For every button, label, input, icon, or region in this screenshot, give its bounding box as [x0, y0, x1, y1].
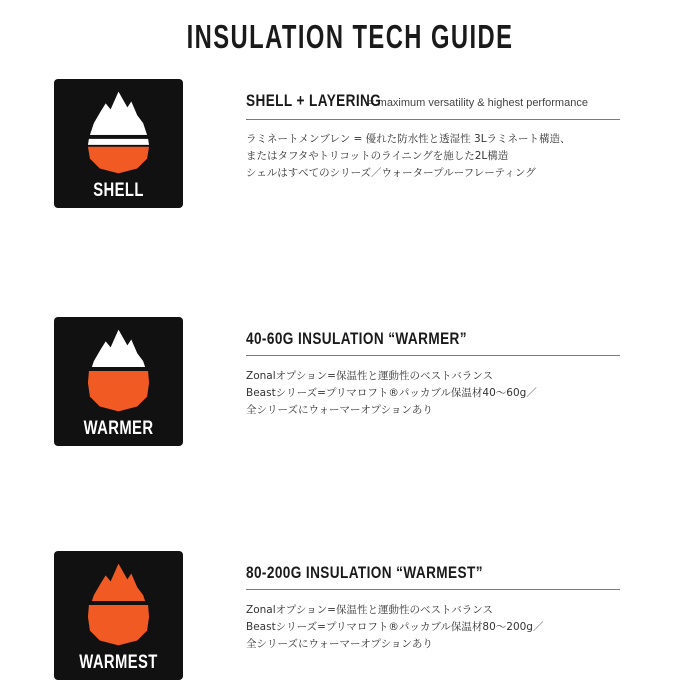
- warmer-divider: [246, 355, 620, 356]
- warmest-flame-icon: [84, 561, 153, 647]
- warmest-heading-title: 80-200G INSULATION “WARMEST”: [246, 563, 483, 582]
- warmest-badge: [54, 551, 183, 680]
- warmest-badge-label: WARMEST: [79, 652, 158, 673]
- shell-description: [246, 131, 626, 182]
- shell-badge: [54, 79, 183, 208]
- shell-divider: [246, 119, 620, 120]
- shell-line-2: またはタフタやトリコットのライニングを施した2L構造: [246, 150, 509, 162]
- shell-line-3: シェルはすべてのシリーズ／ウォータープルーフレーティング: [246, 167, 536, 179]
- warmer-line-2: Beastシリーズ=プリマロフト®パッカブル保温材40～60g／: [246, 387, 537, 399]
- shell-heading: [246, 91, 588, 111]
- warmer-description: [246, 368, 626, 419]
- warmer-heading: [246, 329, 522, 349]
- section-shell: [0, 79, 700, 219]
- warmer-line-1: Zonalオプション=保温性と運動性のベストバランス: [246, 370, 493, 382]
- warmer-heading-title: 40-60G INSULATION “WARMER”: [246, 329, 467, 348]
- warmest-description: [246, 602, 626, 653]
- warmest-line-3: 全シリーズにウォーマーオプションあり: [246, 638, 433, 650]
- shell-flame-icon: [84, 89, 153, 175]
- warmest-heading: [246, 563, 542, 583]
- page-title: INSULATION TECH GUIDE: [186, 18, 514, 55]
- warmest-divider: [246, 589, 620, 590]
- shell-line-1: ラミネートメンブレン = 優れた防水性と透湿性 3Lラミネート構造、: [246, 133, 571, 145]
- warmest-line-1: Zonalオプション=保温性と運動性のベストバランス: [246, 604, 493, 616]
- warmer-line-3: 全シリーズにウォーマーオプションあり: [246, 404, 433, 416]
- warmer-flame-icon: [84, 327, 153, 413]
- shell-heading-subtitle: = maximum versatility & highest performance: [368, 97, 588, 109]
- shell-heading-title: SHELL + LAYERING: [246, 91, 382, 110]
- section-warmer: [0, 317, 700, 457]
- warmer-badge-label: WARMER: [83, 418, 154, 439]
- section-warmest: [0, 551, 700, 691]
- warmer-badge: [54, 317, 183, 446]
- shell-badge-label: SHELL: [93, 180, 144, 201]
- warmest-line-2: Beastシリーズ=プリマロフト®パッカブル保温材80～200g／: [246, 621, 544, 633]
